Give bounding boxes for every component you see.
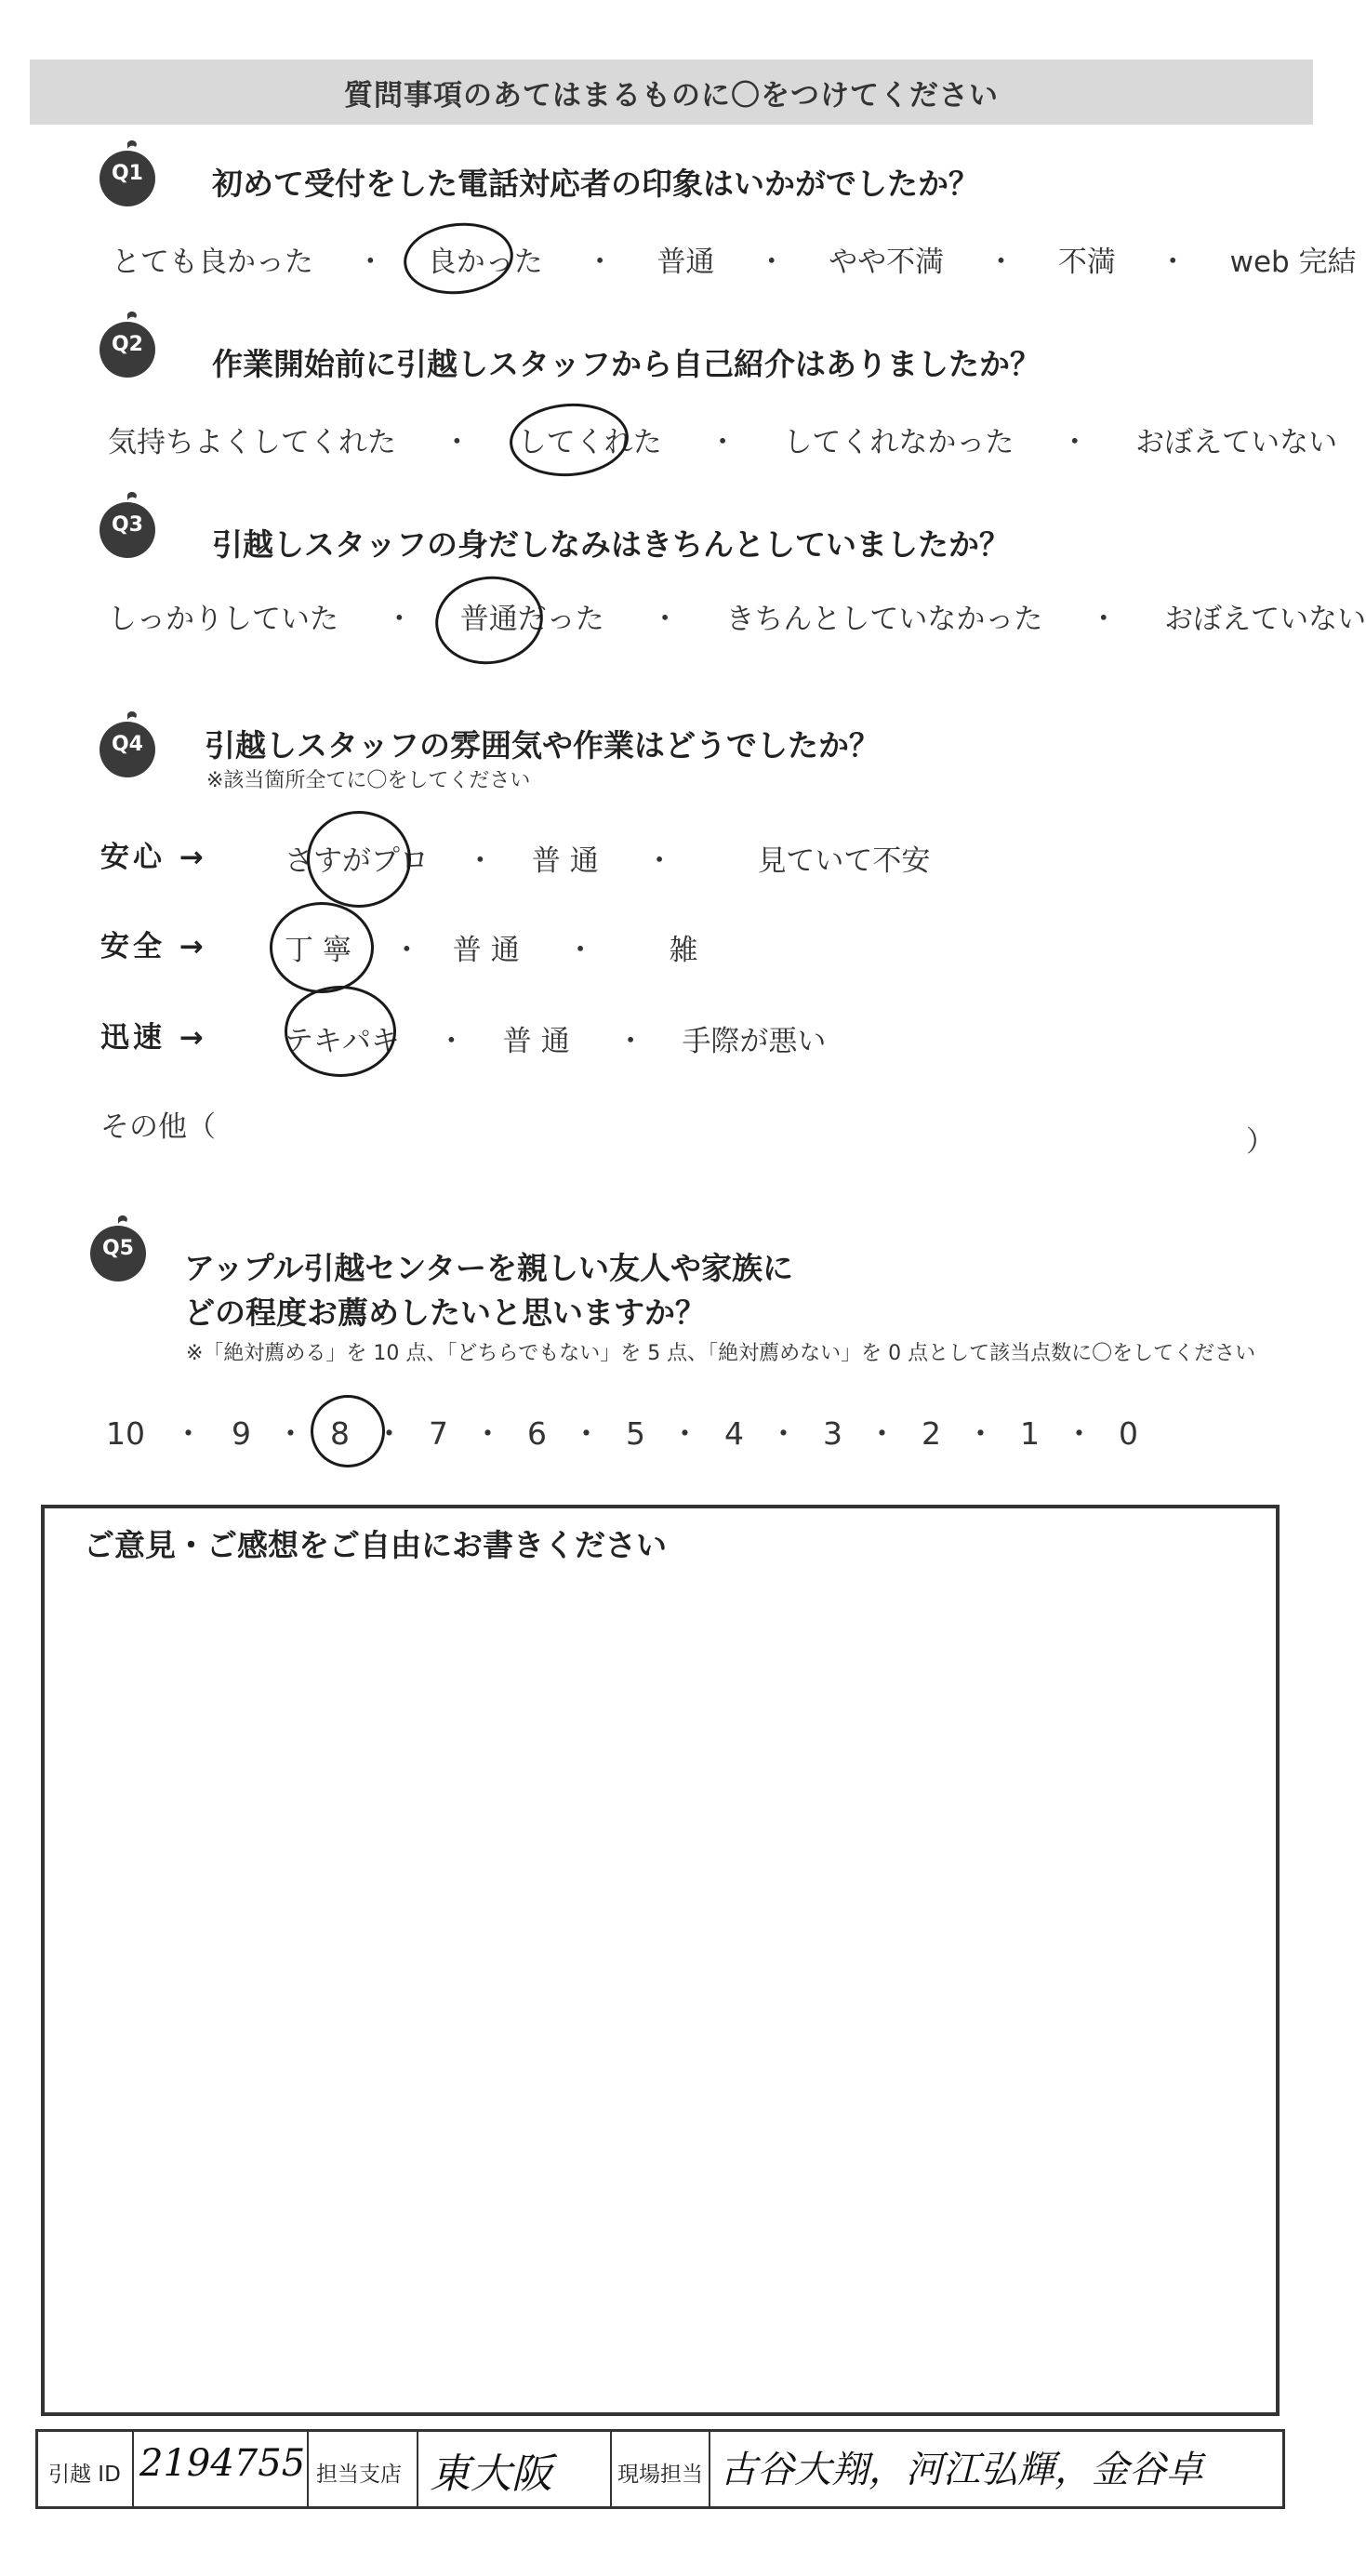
q4-row3-selection-circle <box>285 986 396 1077</box>
q4-badge <box>93 710 162 783</box>
footer-staff-label: 現場担当 <box>617 2463 703 2487</box>
score-option[interactable]: 5 <box>626 1415 645 1452</box>
q1-option[interactable]: 良かった <box>427 246 543 279</box>
q4-row-label: 安全 → <box>100 930 207 963</box>
q1-option[interactable]: とても良かった <box>112 246 313 279</box>
footer-id-value: 2194755 <box>139 2442 306 2485</box>
q2-options: 気持ちよくしてくれた ・ してくれた ・ してくれなかった ・ おぼえていない <box>108 426 1338 459</box>
q5-selection-circle <box>311 1395 385 1467</box>
q4-row2-selection-circle <box>270 902 374 993</box>
q4-option[interactable]: 普通 <box>531 844 608 878</box>
score-option[interactable]: 4 <box>724 1415 744 1452</box>
q3-option[interactable]: きちんとしていなかった <box>725 603 1043 636</box>
q1-option[interactable]: 不満 <box>1057 246 1116 279</box>
q3-selection-circle <box>430 569 549 671</box>
q4-row-options: 丁寧 ・ 普通 ・ 雑 <box>285 934 698 967</box>
q4-option[interactable]: テキパキ <box>285 1025 400 1058</box>
q2-option[interactable]: してくれなかった <box>783 426 1015 459</box>
q4-option[interactable]: 普通 <box>452 934 529 967</box>
q4-row1-selection-circle <box>307 811 411 908</box>
q1-question: 初めて受付をした電話対応者の印象はいかがでしたか？ <box>212 166 979 202</box>
q4-other-close: ） <box>1246 1125 1275 1159</box>
q4-option[interactable]: さすがプロ <box>285 844 429 878</box>
q4-option[interactable]: 丁寧 <box>285 934 361 967</box>
q3-options: しっかりしていた ・ 普通だった ・ きちんとしていなかった ・ おぼえていない <box>108 603 1366 636</box>
q5-badge <box>84 1215 153 1287</box>
q2-badge <box>93 311 162 383</box>
q2-badge-label: Q2 <box>111 333 143 356</box>
score-option[interactable]: 0 <box>1119 1415 1138 1452</box>
q5-question-line1: アップル引越センターを親しい友人や家族に <box>184 1250 794 1286</box>
comment-body <box>84 1581 1255 2381</box>
q4-row-options: テキパキ ・ 普通 ・ 手際が悪い <box>285 1025 827 1058</box>
q2-selection-circle <box>507 400 630 481</box>
q4-other-label: その他（ <box>100 1110 216 1144</box>
score-option[interactable]: 1 <box>1020 1415 1040 1452</box>
q3-option[interactable]: しっかりしていた <box>108 603 338 636</box>
footer-staff-value: 古谷大翔，河江弘輝，金谷卓 <box>720 2449 1203 2491</box>
q2-option[interactable]: 気持ちよくしてくれた <box>108 426 396 459</box>
q2-question: 作業開始前に引越しスタッフから自己紹介はありましたか？ <box>212 346 1041 382</box>
q3-question: 引越しスタッフの身だしなみはきちんとしていましたか？ <box>212 526 1010 563</box>
q5-note: ※「絶対薦める」を 10 点、「どちらでもない」を 5 点、「絶対薦めない」を 0 点として該当点数に〇をしてください <box>186 1342 1256 1365</box>
q1-badge-label: Q1 <box>111 162 143 185</box>
header-bar <box>30 60 1313 125</box>
q1-option[interactable]: やや不満 <box>829 246 945 279</box>
footer-branch-value: 東大阪 <box>430 2450 552 2498</box>
q4-option[interactable]: 雑 <box>669 934 698 967</box>
q3-option[interactable]: おぼえていない <box>1164 603 1366 636</box>
q1-options: とても良かった ・ 良かった ・ 普通 ・ やや不満 ・ 不満 ・ web 完結 <box>112 246 1357 279</box>
q3-badge-label: Q3 <box>111 513 143 537</box>
score-option[interactable]: 2 <box>922 1415 941 1452</box>
q4-row-label: 安心 → <box>100 841 207 874</box>
score-option[interactable]: 10 <box>106 1415 145 1452</box>
q4-note: ※該当箇所全てに〇をしてください <box>206 769 531 792</box>
score-option[interactable]: 8 <box>330 1415 350 1452</box>
q2-option[interactable]: してくれた <box>517 426 662 459</box>
q4-question: 引越しスタッフの雰囲気や作業はどうでしたか？ <box>205 727 880 764</box>
q3-option[interactable]: 普通だった <box>459 603 604 636</box>
comment-title: ご意見・ご感想をご自由にお書きください <box>84 1527 667 1563</box>
footer-id-label: 引越 ID <box>48 2463 121 2487</box>
q4-option[interactable]: 見ていて不安 <box>757 844 931 878</box>
q4-row-options: さすがプロ ・ 普通 ・ 見ていて不安 <box>285 844 931 878</box>
q5-question-line2: どの程度お薦めしたいと思いますか？ <box>184 1295 706 1331</box>
q1-badge <box>93 139 162 212</box>
q1-selection-circle <box>400 218 516 299</box>
q4-option[interactable]: 普通 <box>502 1025 579 1058</box>
q1-option[interactable]: 普通 <box>656 246 715 279</box>
header-title: 質問事項のあてはまるものに〇をつけてください <box>344 78 999 113</box>
score-option[interactable]: 6 <box>527 1415 547 1452</box>
q4-badge-label: Q4 <box>111 733 143 756</box>
q4-row-label: 迅速 → <box>100 1021 207 1055</box>
q5-scores: 10 ・ 9 ・ 8 ・ 7 ・ 6 ・ 5 ・ 4 ・ 3 ・ 2 ・ 1 ・ 0 <box>106 1415 1138 1452</box>
score-option[interactable]: 7 <box>429 1415 448 1452</box>
q3-badge <box>93 491 162 564</box>
q1-option[interactable]: web 完結 <box>1229 246 1357 279</box>
score-option[interactable]: 9 <box>232 1415 251 1452</box>
q2-option[interactable]: おぼえていない <box>1135 426 1338 459</box>
q4-option[interactable]: 手際が悪い <box>682 1025 827 1058</box>
score-option[interactable]: 3 <box>823 1415 842 1452</box>
q5-badge-label: Q5 <box>101 1237 134 1260</box>
footer-branch-label: 担当支店 <box>316 2463 402 2487</box>
